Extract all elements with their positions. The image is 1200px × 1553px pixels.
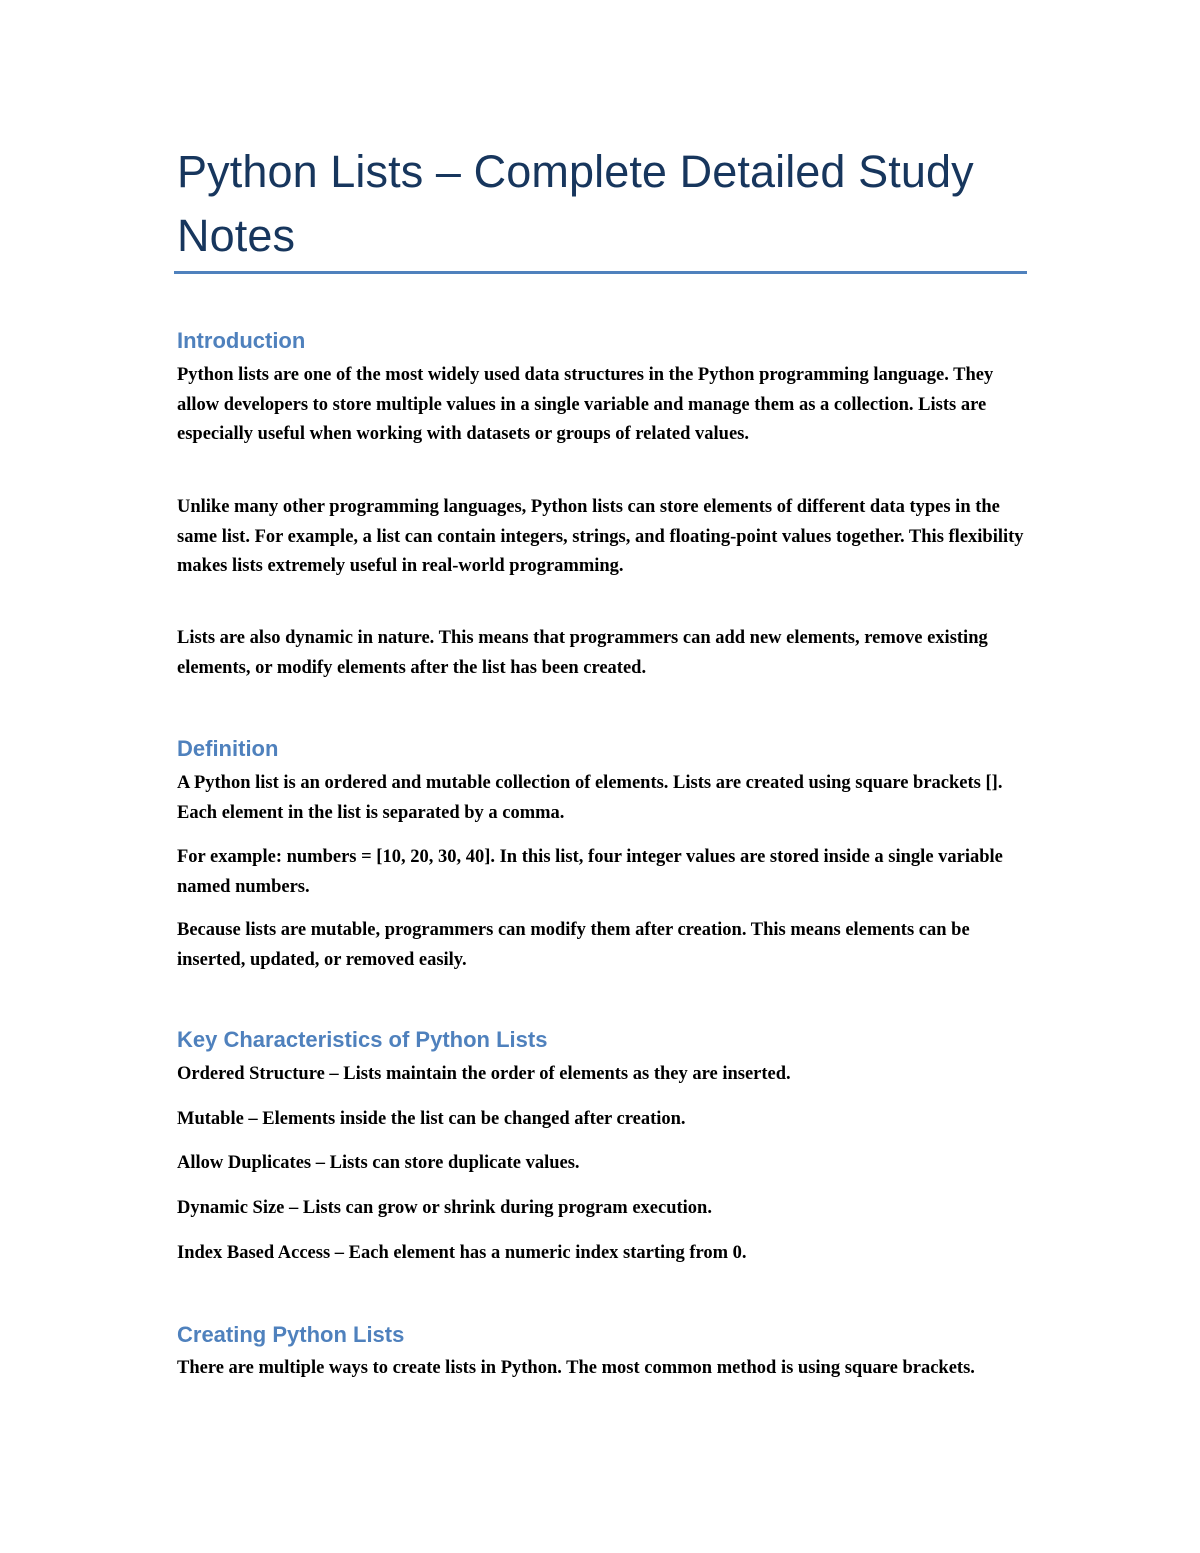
definition-paragraph: For example: numbers = [10, 20, 30, 40]. In this list, four integer values are stored inside a single variable named numbers. <box>177 847 1003 897</box>
section-heading-key-characteristics: Key Characteristics of Python Lists <box>177 1027 548 1052</box>
section-heading-definition: Definition <box>177 736 279 761</box>
introduction-paragraph: Python lists are one of the most widely used data structures in the Python programming language. They allow developers to store multiple values in a single variable and manage them as a collection. Lists are especially useful when working with datasets or groups of related values. <box>177 365 994 444</box>
title-underline-rule <box>174 271 1027 274</box>
introduction-paragraph: Unlike many other programming languages, Python lists can store elements of different data types in the same list. For example, a list can contain integers, strings, and floating-point values together. This flexibility makes lists extremely useful in real-world programming. <box>177 497 1024 576</box>
creating-lists-paragraph: There are multiple ways to create lists in Python. The most common method is using square brackets. <box>177 1358 975 1378</box>
document-title: Python Lists – Complete Detailed Study Notes <box>177 146 974 261</box>
introduction-paragraph: Lists are also dynamic in nature. This means that programmers can add new elements, remove existing elements, or modify elements after the list has been created. <box>177 628 988 678</box>
document-content <box>177 140 1027 1378</box>
characteristic-item: Ordered Structure – Lists maintain the order of elements as they are inserted. <box>177 1064 791 1084</box>
section-heading-creating-lists: Creating Python Lists <box>177 1322 405 1347</box>
definition-paragraph: Because lists are mutable, programmers can modify them after creation. This means elements can be inserted, updated, or removed easily. <box>177 920 970 970</box>
characteristic-item: Dynamic Size – Lists can grow or shrink during program execution. <box>177 1198 712 1218</box>
definition-paragraph: A Python list is an ordered and mutable collection of elements. Lists are created using square brackets []. Each element in the list is separated by a comma. <box>177 773 1003 823</box>
characteristic-item: Allow Duplicates – Lists can store duplicate values. <box>177 1153 580 1173</box>
characteristic-item: Mutable – Elements inside the list can be changed after creation. <box>177 1109 686 1129</box>
characteristic-item: Index Based Access – Each element has a numeric index starting from 0. <box>177 1243 747 1263</box>
section-heading-introduction: Introduction <box>177 328 306 353</box>
